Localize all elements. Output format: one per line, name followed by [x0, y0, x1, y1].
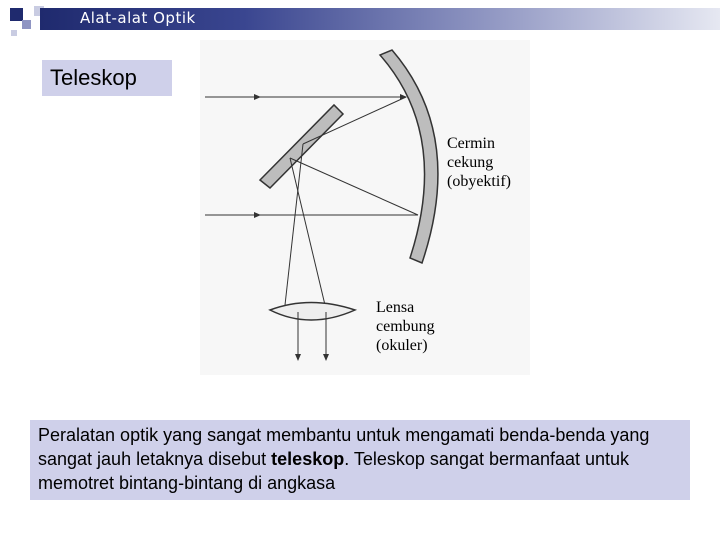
- mirror-label-line3: (obyektif): [447, 173, 511, 190]
- mirror-label-line1: Cermin: [447, 135, 495, 152]
- decor-square-mid: [22, 20, 31, 29]
- lens-label-line3: (okuler): [376, 337, 428, 354]
- telescope-illustration: [200, 40, 530, 375]
- mirror-label: [447, 134, 511, 191]
- slide-heading: [42, 60, 172, 96]
- header-title: Alat-alat Optik: [80, 9, 196, 27]
- caption-bold-term: teleskop: [271, 449, 345, 469]
- mirror-label-line2: cekung: [447, 154, 494, 171]
- decor-square-small: [11, 30, 17, 36]
- caption-text-end: . Teleskop sangat bermanfaat untuk memotret bintang-bintang di angkasa: [38, 449, 630, 493]
- telescope-diagram: [200, 40, 530, 375]
- caption-box: [30, 420, 690, 500]
- slide-heading-text: Teleskop: [50, 65, 137, 90]
- lens-label: [376, 298, 435, 355]
- caption-text: Peralatan optik yang sangat membantu untuk mengamati benda-benda yang sangat jauh letaknya disebut: [38, 425, 650, 469]
- lens-label-line1: Lensa: [376, 299, 415, 316]
- lens-label-line2: cembung: [376, 318, 435, 335]
